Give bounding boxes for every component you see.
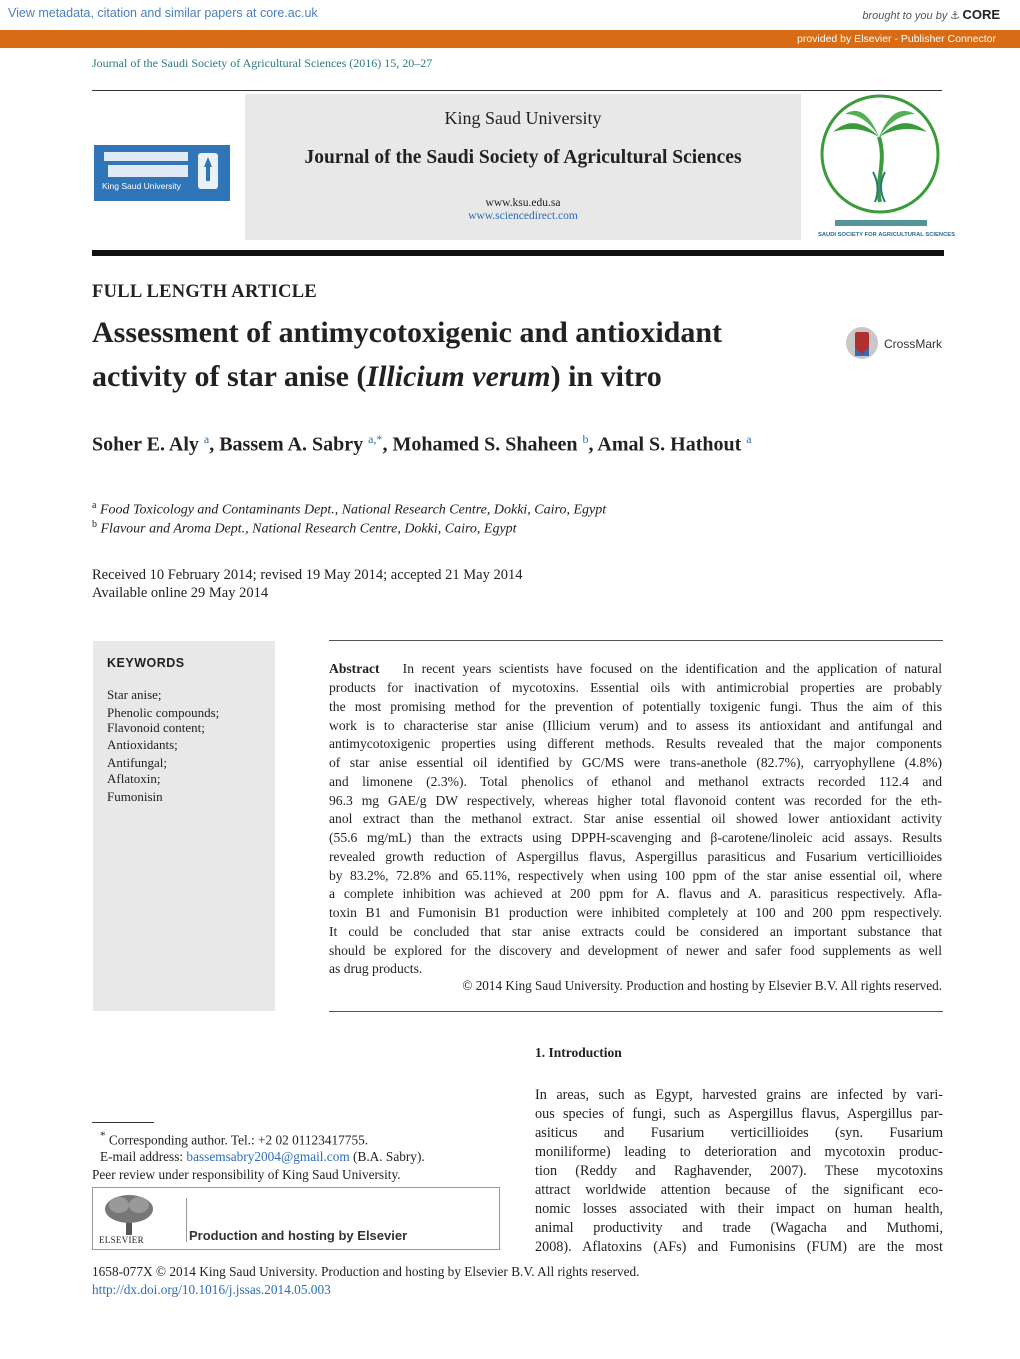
abstract-line: and limonene (2.3%). Total phenolics of ethanol and methanol extracts recorded 112.4 and (329, 774, 942, 789)
keywords-heading: KEYWORDS (107, 656, 185, 670)
section-heading-introduction: 1. Introduction (535, 1045, 622, 1060)
core-logo-icon: ⚓ (950, 10, 960, 22)
header-rule (92, 250, 944, 256)
ssas-logo-text: SAUDI SOCIETY FOR AGRICULTURAL SCIENCES (818, 232, 955, 238)
author-name[interactable]: Bassem A. Sabry (219, 433, 364, 456)
ksu-logo (94, 145, 230, 201)
intro-line: ous species of fungi, such as Aspergillus flavus, Aspergillus par- (535, 1106, 943, 1122)
journal-reference: Journal of the Saudi Society of Agricultural Sciences (2016) 15, 20–27 (92, 56, 433, 70)
website-ksu[interactable]: www.ksu.edu.sa (485, 197, 561, 209)
core-label: CORE (962, 7, 1000, 22)
abstract-line: anol extract than the methanol extract. Star anise essential oil showed lower antioxidant activity (329, 811, 942, 826)
author-affil[interactable]: a (746, 432, 752, 446)
footnote-corresponding: * Corresponding author. Tel.: +2 02 01123417755. (100, 1130, 369, 1148)
ksu-emblem-icon (94, 145, 230, 201)
university-name: King Saud University (444, 108, 602, 128)
intro-line: attract worldwide attention because of the significant eco- (535, 1182, 943, 1198)
abstract-line: should be explored for the discovery and development of newer and safer food supplements as well (329, 943, 942, 958)
footnote-peer-review: Peer review under responsibility of King Saud University. (92, 1167, 401, 1182)
ssas-logo (815, 92, 955, 242)
intro-line: In areas, such as Egypt, harvested grains are infected by vari- (535, 1087, 943, 1103)
core-metadata-link[interactable]: View metadata, citation and similar papers at core.ac.uk (8, 6, 318, 20)
intro-line: nomic losses associated with their impact on human health, (535, 1201, 943, 1217)
abstract-line: antimycotoxigenic properties using different methods. Results revealed that the major components (329, 736, 942, 751)
article-type: FULL LENGTH ARTICLE (92, 282, 318, 302)
intro-line: 2008). Aflatoxins (AFs) and Fumonisins (FUM) are the most (535, 1239, 943, 1255)
affiliation-b: $^b$ Flavour and Aroma Dept., National Research Centre, Dokki, Cairo, Egypt (92, 519, 517, 537)
keyword-item: Aflatoxin; (107, 771, 161, 786)
journal-title: Journal of the Saudi Society of Agricultural Sciences (304, 147, 742, 168)
keyword-item: Star anise; (107, 687, 162, 702)
footnote-rule (92, 1122, 154, 1123)
elsevier-tree-icon (99, 1193, 159, 1237)
online-date: Available online 29 May 2014 (92, 585, 269, 601)
article-title-line2: activity of star anise (Illicium verum) in vitro (92, 360, 662, 393)
keyword-item: Antioxidants; (107, 737, 178, 752)
abstract-line: the most promising method for the prevention of potentially toxigenic fungi. Thus the aim of this (329, 699, 942, 714)
elsevier-production: Production and hosting by Elsevier (189, 1228, 408, 1243)
doi-link[interactable]: http://dx.doi.org/10.1016/j.jssas.2014.05.003 (92, 1282, 331, 1297)
author-name[interactable]: Amal S. Hathout (597, 433, 742, 456)
abstract-line: as drug products. (329, 961, 423, 976)
author-list: Soher E. Aly $^a$, Bassem A. Sabry $^{a,*}$, Mohamed S. Shaheen $^b$, Amal S. Hathout $^a$ (92, 432, 752, 456)
abstract-line: (55.6 mg/mL) than the extracts using DPPH-scavenging and β-carotene/linoleic acid assays. Results (329, 830, 942, 845)
intro-line: animal productivity and trade (Wagacha and Muthomi, (535, 1220, 943, 1236)
keyword-item: Flavonoid content; (107, 720, 205, 735)
article-title-line1: Assessment of antimycotoxigenic and antioxidant (92, 316, 723, 349)
crossmark-icon[interactable] (845, 326, 879, 360)
abstract-line: of star anise essential oil identified by GC/MS were trans-anethole (82.7%), carryophyllene (4.8%) (329, 755, 942, 770)
email-link[interactable]: bassemsabry2004@gmail.com (186, 1149, 350, 1164)
keyword-item: Phenolic compounds; (107, 705, 220, 720)
abstract-line: 96.3 mg GAE/g DW respectively, whereas higher total flavonoid content was recorded for the eth- (329, 793, 942, 808)
crossmark-label[interactable]: CrossMark (884, 337, 943, 351)
palm-tree-icon (815, 92, 945, 242)
elsevier-wordmark: ELSEVIER (99, 1235, 144, 1245)
abstract-top-rule (329, 640, 943, 641)
keyword-item: Fumonisin (107, 789, 163, 804)
affiliation-a: $^a$ Food Toxicology and Contaminants Dept., National Research Centre, Dokki, Cairo, Egypt (92, 500, 607, 518)
footnote-email: E-mail address: bassemsabry2004@gmail.com (B.A. Sabry). (100, 1149, 425, 1164)
divider (186, 1198, 187, 1242)
intro-line: moniliforme) leading to deterioration and mycotoxin produc- (535, 1144, 943, 1160)
core-brought-by[interactable]: brought to you by ⚓ CORE (862, 7, 1000, 22)
issn-line: 1658-077X © 2014 King Saud University. Production and hosting by Elsevier B.V. All rights reserved. (92, 1264, 640, 1279)
author-affil[interactable]: a,* (368, 432, 383, 446)
website-sciencedirect[interactable]: www.sciencedirect.com (468, 210, 578, 222)
divider (92, 90, 942, 91)
author-affil[interactable]: a (203, 432, 210, 446)
ksu-logo-text: King Saud University (102, 181, 181, 191)
received-dates: Received 10 February 2014; revised 19 May 2014; accepted 21 May 2014 (92, 567, 523, 583)
abstract-line: products for inactivation of mycotoxins. Essential oils with antimicrobial properties are probably (329, 680, 942, 695)
abstract-label: Abstract (329, 661, 380, 676)
author-affil[interactable]: b (582, 432, 589, 446)
author-name[interactable]: Mohamed S. Shaheen (392, 433, 578, 456)
abstract-bottom-rule (329, 1011, 943, 1012)
intro-line: asiticus and Fusarium verticillioides (syn. Fusarium (535, 1125, 943, 1141)
abstract-line: work is to characterise star anise (Illicium verum) and to assess its antioxidant and antifungal and (329, 718, 942, 733)
intro-line: tion (Reddy and Raghavender, 2007). These mycotoxins (535, 1163, 943, 1179)
abstract-line: toxin B1 and Fumonisin B1 production were inhibited completely at 100 and 200 ppm respectively. (329, 905, 942, 920)
keyword-item: Antifungal; (107, 755, 167, 770)
author-name[interactable]: Soher E. Aly (92, 433, 199, 456)
abstract-line: It could be concluded that star anise extracts could be considered an important substance that (329, 924, 942, 939)
core-provided-by[interactable]: provided by Elsevier - Publisher Connector (796, 33, 996, 45)
abstract-line: a complete inhibition was achieved at 200 ppm for A. flavus and A. parasiticus respectively. Afla- (329, 886, 942, 901)
abstract-line: Abstract In recent years scientists have focused on the identification and the application of natural (329, 661, 942, 676)
abstract-line: revealed growth reduction of Aspergillus flavus, Aspergillus parasiticus and Fusarium verticillioides (329, 849, 942, 864)
abstract-copyright: © 2014 King Saud University. Production and hosting by Elsevier B.V. All rights reserved. (462, 978, 942, 993)
abstract-line: by 83.2%, 72.8% and 65.11%, respectively when using 100 ppm of the star anise essential oil, where (329, 868, 942, 883)
